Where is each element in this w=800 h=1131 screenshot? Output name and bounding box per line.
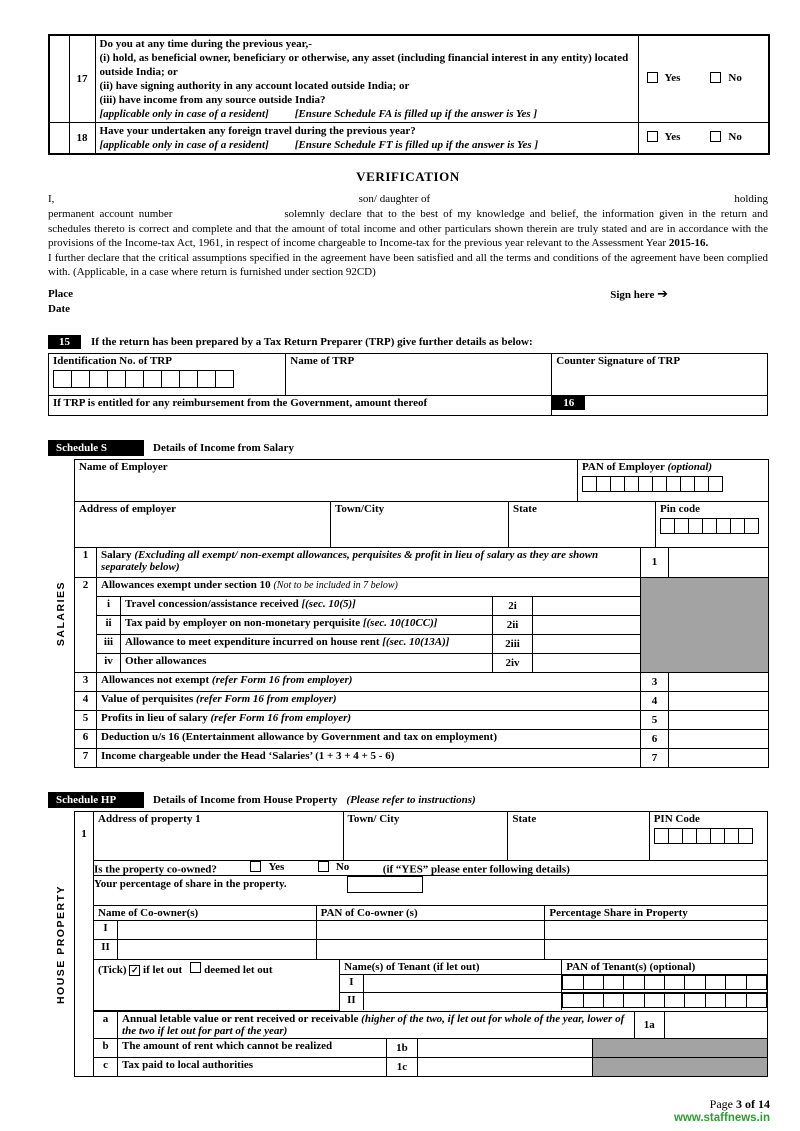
allowance-label-cell — [121, 634, 493, 653]
q17-line-1: Do you at any time during the previous year,- — [99, 38, 312, 50]
sub-row-number: i — [97, 596, 121, 615]
verification-footer — [48, 287, 768, 317]
co-owner-rows — [94, 906, 768, 960]
co-owner-row-marker: II — [94, 940, 118, 959]
co-owner-pan-cell[interactable] — [316, 940, 545, 959]
allowance-value-cell[interactable] — [533, 634, 641, 653]
share-label: Your percentage of share in the property. — [94, 878, 287, 891]
salary-rows-table — [74, 547, 769, 768]
tenant-name-cell[interactable] — [363, 974, 562, 992]
allowance-label: Other allowances — [125, 654, 207, 667]
property-state-label: State — [512, 812, 537, 825]
field-code: 1 — [641, 547, 669, 577]
let-out-checkbox[interactable]: ✓ — [131, 964, 139, 975]
property-address-cell[interactable] — [94, 812, 343, 860]
employer-state-cell[interactable] — [509, 501, 656, 547]
co-owned-no-label: No — [335, 860, 350, 873]
row-marker: c — [94, 1057, 118, 1076]
salary-row-7 — [75, 748, 769, 767]
co-owned-row — [94, 860, 768, 876]
foreign-asset-questions-table — [48, 34, 770, 155]
property-pincode-label: PIN Code — [653, 812, 700, 825]
co-owned-no-checkbox[interactable] — [318, 861, 329, 872]
q17-no-label: No — [728, 71, 742, 84]
i-label: I, — [48, 193, 55, 205]
tick-label: (Tick) — [98, 963, 127, 976]
row-value-cell[interactable] — [669, 672, 769, 691]
page-footer — [674, 1097, 770, 1125]
pan-blank-field[interactable] — [172, 216, 284, 217]
co-owner-name-header: Name of Co-owner(s) — [94, 906, 316, 921]
row-value-cell[interactable] — [669, 691, 769, 710]
q17-line-3: (ii) have signing authority in any account located outside India; or — [99, 80, 410, 92]
allowances-exempt-note: (Not to be included in 7 below) — [273, 579, 398, 591]
salary-row-2 — [75, 577, 769, 596]
verification-title: VERIFICATION — [356, 169, 460, 184]
holding-label: holding — [734, 193, 768, 205]
employer-address-table — [74, 501, 769, 548]
property-town-label: Town/ City — [347, 812, 400, 825]
allowance-label: Allowance to meet expenditure incurred on house rent — [125, 635, 380, 648]
q18-answer-cell — [638, 123, 769, 155]
row-label-cell — [97, 710, 641, 729]
trp-id-boxes[interactable] — [53, 370, 281, 388]
allowance-value-cell[interactable] — [533, 615, 641, 634]
row-note: (refer Form 16 from employer) — [211, 673, 353, 686]
employer-pan-optional: (optional) — [667, 460, 713, 473]
rent-value-rows — [94, 1011, 768, 1077]
tenant-name-header: Name(s) of Tenant (if let out) — [340, 960, 562, 975]
employer-name-table — [74, 459, 769, 502]
row-marker: b — [94, 1038, 118, 1057]
schedule-s-badge: Schedule S — [48, 440, 144, 456]
house-property-side-label: HOUSE PROPERTY — [55, 884, 67, 1004]
property-address-table — [94, 812, 767, 860]
co-owner-table — [94, 906, 767, 959]
property-address-label: Address of property 1 — [98, 812, 201, 825]
row-label-cell — [97, 748, 641, 767]
salary-row-3 — [75, 672, 769, 691]
co-owned-question: Is the property co-owned? — [94, 863, 217, 876]
field-code: 1c — [387, 1057, 417, 1076]
field-code: 2i — [493, 596, 533, 615]
property-town-cell[interactable] — [343, 812, 508, 860]
share-input-box[interactable] — [347, 876, 423, 893]
schedule-hp-title: Details of Income from House Property — [153, 793, 338, 806]
salary-note: (Excluding all exempt/ non-exempt allowances, perquisites & profit in lieu of salary as they are shown separately below) — [101, 548, 599, 573]
date-label: Date — [48, 302, 70, 315]
allowances-exempt-cell — [97, 577, 641, 596]
tenant-pan-cell — [562, 992, 767, 1010]
allowance-value-cell[interactable] — [533, 596, 641, 615]
co-owned-yes-label: Yes — [268, 860, 285, 873]
salary-label: Salary — [101, 548, 132, 561]
trp-id-cell — [49, 353, 286, 395]
unrealized-rent-label-cell — [118, 1038, 387, 1057]
tenant-rows — [94, 959, 768, 1011]
co-owned-yes-checkbox[interactable] — [250, 861, 261, 872]
row-number: 7 — [75, 748, 97, 767]
field-code: 7 — [641, 748, 669, 767]
row-label: Deduction u/s 16 (Entertainment allowance by Government and tax on employment) — [101, 730, 497, 743]
allowance-label-cell — [121, 653, 493, 672]
allowances-exempt-label: Allowances exempt under section 10 — [101, 578, 271, 591]
sign-arrow-icon: ➔ — [657, 286, 668, 302]
pan-label: permanent account number — [48, 208, 173, 220]
schedule-hp-badge: Schedule HP — [48, 792, 144, 808]
q17-no-checkbox[interactable] — [710, 72, 721, 83]
q18-line-1: Have your undertaken any foreign travel during the previous year? — [99, 125, 416, 137]
trp-reimbursement-label: If TRP is entitled for any reimbursement from the Government, amount thereof — [49, 395, 552, 415]
row-marker: a — [94, 1012, 118, 1039]
shaded-cell — [592, 1038, 767, 1057]
deemed-let-out-label: deemed let out — [204, 963, 273, 976]
q17-yes-checkbox[interactable] — [647, 72, 658, 83]
row-value-cell[interactable] — [669, 748, 769, 767]
q18-number: 18 — [69, 123, 95, 155]
row-label: Allowances not exempt — [101, 673, 210, 686]
q17-schedule-fa-note: [Ensure Schedule FA is filled up if the answer is Yes ] — [294, 108, 538, 120]
employer-address-label: Address of employer — [79, 502, 176, 515]
declaration-paragraph — [48, 207, 768, 251]
allowance-label: Tax paid by employer on non-monetary perquisite — [125, 616, 361, 629]
q17-number: 17 — [69, 35, 95, 123]
share-row — [94, 876, 768, 906]
property-pincode-boxes[interactable] — [654, 828, 763, 844]
field-code: 2iv — [493, 653, 533, 672]
co-owner-pan-cell[interactable] — [316, 921, 545, 940]
co-owner-name-cell[interactable] — [118, 940, 317, 959]
co-owned-note: (if “YES” please enter following details) — [382, 863, 570, 876]
co-owner-name-cell[interactable] — [118, 921, 317, 940]
co-owner-share-header: Percentage Share in Property — [545, 906, 767, 921]
q17-yes-label: Yes — [664, 71, 681, 84]
q17-line-2: (i) hold, as beneficial owner, beneficiary or otherwise, any asset (including financial interest in any entity) located outside India; or — [99, 52, 629, 78]
site-link[interactable]: www.staffnews.in — [673, 1112, 770, 1124]
trp-heading: If the return has been prepared by a Tax Return Preparer (TRP) give further details as below: — [91, 335, 533, 348]
salaries-side-label: SALARIES — [55, 580, 67, 647]
unrealized-rent-label: The amount of rent which cannot be realized — [122, 1039, 333, 1052]
employer-name-label: Name of Employer — [79, 460, 168, 473]
row-label: Value of perquisites — [101, 692, 194, 705]
tenant-pan-boxes[interactable] — [562, 993, 767, 1008]
question-row-17 — [49, 35, 769, 123]
salary-label-cell — [97, 547, 641, 577]
hp-row-c — [94, 1057, 767, 1076]
tenant-table — [94, 960, 767, 1011]
section-15-badge: 15 — [48, 335, 81, 349]
field-code: 3 — [641, 672, 669, 691]
allowance-section-note: [(sec. 10(5)] — [301, 597, 356, 610]
row-number: 2 — [75, 577, 97, 672]
tenant-pan-boxes[interactable] — [562, 975, 767, 990]
question-row-18 — [49, 123, 769, 155]
local-tax-label: Tax paid to local authorities — [122, 1058, 254, 1071]
employer-state-label: State — [513, 502, 537, 515]
hp-row-a — [94, 1012, 767, 1039]
property-state-cell[interactable] — [508, 812, 649, 860]
allowance-label-cell — [121, 615, 493, 634]
field-code: 1a — [634, 1012, 664, 1039]
row-value-cell[interactable] — [669, 710, 769, 729]
spacer-cell — [49, 123, 69, 155]
sign-here-area — [610, 287, 668, 317]
sub-row-number: iii — [97, 634, 121, 653]
q17-line-4: (iii) have income from any source outside India? — [99, 94, 326, 106]
allowance-value-cell[interactable] — [533, 653, 641, 672]
row-label: Profits in lieu of salary — [101, 711, 208, 724]
trp-name-cell[interactable]: Name of TRP — [286, 353, 552, 395]
field-code: 6 — [641, 729, 669, 748]
salary-row-5 — [75, 710, 769, 729]
row-label-cell — [97, 672, 641, 691]
q18-schedule-ft-note: [Ensure Schedule FT is filled up if the answer is Yes ] — [294, 139, 539, 151]
local-tax-value-cell[interactable] — [417, 1057, 592, 1076]
son-daughter-label: son/ daughter of — [358, 193, 431, 205]
co-owner-pan-header: PAN of Co-owner (s) — [316, 906, 545, 921]
q17-answer-cell — [638, 35, 769, 123]
q18-yes-checkbox[interactable] — [647, 131, 658, 142]
employer-town-cell[interactable] — [331, 501, 509, 547]
q17-text-cell — [95, 35, 638, 123]
q18-no-checkbox[interactable] — [710, 131, 721, 142]
local-tax-label-cell — [118, 1057, 387, 1076]
sub-row-number: ii — [97, 615, 121, 634]
row-value-cell[interactable] — [669, 729, 769, 748]
annual-value-note: (higher of the two, if let out for whole of the year, lower of the two if let out for part of the year) — [122, 1012, 625, 1037]
employer-pincode-cell — [656, 501, 769, 547]
tenant-pan-cell — [562, 974, 767, 992]
trp-id-label: Identification No. of TRP — [53, 354, 172, 367]
property-address-row — [94, 811, 768, 860]
row-label-cell — [97, 691, 641, 710]
tenant-row-marker: I — [340, 974, 364, 992]
tenant-name-cell[interactable] — [363, 992, 562, 1010]
employer-town-label: Town/City — [335, 502, 385, 515]
allowance-label: Travel concession/assistance received — [125, 597, 299, 610]
row-number: 4 — [75, 691, 97, 710]
property-number: 1 — [75, 811, 94, 1077]
row-label: Income chargeable under the Head ‘Salaries’ (1 + 3 + 4 + 5 - 6) — [101, 749, 395, 762]
verification-section — [48, 169, 768, 317]
assessment-year: 2015-16. — [668, 237, 709, 250]
place-label: Place — [48, 287, 74, 300]
salary-row-4 — [75, 691, 769, 710]
employer-pan-boxes[interactable] — [582, 476, 764, 492]
schedule-s-title: Details of Income from Salary — [153, 441, 294, 454]
row-label-cell — [97, 729, 641, 748]
employer-address-cell[interactable] — [75, 501, 331, 547]
salary-value-cell[interactable] — [669, 547, 769, 577]
employer-name-cell[interactable] — [75, 459, 578, 501]
employer-pincode-boxes[interactable] — [660, 518, 764, 534]
declarant-line — [48, 192, 768, 207]
field-16-badge: 16 — [552, 396, 585, 410]
row-number: 6 — [75, 729, 97, 748]
page-number: 3 of 14 — [736, 1097, 770, 1111]
co-owner-share-cell[interactable] — [545, 921, 767, 940]
salary-row-6 — [75, 729, 769, 748]
shaded-cell — [641, 577, 769, 672]
field-code: 2iii — [493, 634, 533, 653]
spacer-cell — [49, 35, 69, 123]
salary-row-1 — [75, 547, 769, 577]
row-note: (refer Form 16 from employer) — [196, 692, 337, 705]
allowance-label-cell — [121, 596, 493, 615]
let-out-label: if let out — [143, 963, 183, 976]
q18-no-label: No — [728, 130, 742, 143]
shaded-cell — [592, 1057, 767, 1076]
row-number: 3 — [75, 672, 97, 691]
rent-value-table — [94, 1012, 767, 1077]
row-number: 1 — [75, 547, 97, 577]
trp-signature-cell[interactable]: Counter Signature of TRP — [552, 353, 768, 395]
co-owner-share-cell[interactable] — [545, 940, 767, 959]
field-code: 2ii — [493, 615, 533, 634]
employer-pan-label: PAN of Employer — [582, 460, 668, 473]
row-note: (refer Form 16 from employer) — [210, 711, 352, 724]
q18-yes-label: Yes — [664, 130, 681, 143]
field-code: 1b — [387, 1038, 417, 1057]
schedule-s — [48, 440, 768, 768]
field-code: 5 — [641, 710, 669, 729]
sub-row-number: iv — [97, 653, 121, 672]
q18-text-cell — [95, 123, 638, 155]
section-92cd-paragraph: I further declare that the critical assumptions specified in the agreement have been satisfied and all the terms and conditions of the agreement have been complied with. (Applicable, in a case where return is furnished under section 92CD) — [48, 251, 768, 279]
trp-table — [48, 353, 768, 416]
declaration-text: solemnly declare that to the best of my knowledge and belief, the information given in the return and schedules thereto is correct and complete and that the amount of total income and other particulars shown therein are truly stated and are in accordance with the provisions of the Income-tax Act, 1961, in respect of income chargeable to Income-tax for the previous year relevant to the Assessment Year — [48, 208, 768, 250]
deemed-let-out-checkbox[interactable] — [190, 962, 201, 973]
q17-resident-note: [applicable only in case of a resident] — [99, 108, 269, 120]
row-number: 5 — [75, 710, 97, 729]
unrealized-rent-value-cell[interactable] — [417, 1038, 592, 1057]
allowance-section-note: [(sec. 10(10CC)] — [362, 616, 438, 629]
q18-resident-note: [applicable only in case of a resident] — [99, 139, 269, 151]
sign-here-label: Sign here — [610, 288, 655, 301]
property-pincode-cell — [649, 812, 767, 860]
tenant-pan-header: PAN of Tenant(s) (optional) — [562, 960, 767, 975]
let-out-tick-cell — [94, 960, 340, 1011]
co-owner-row-marker: I — [94, 921, 118, 940]
schedule-hp — [48, 792, 768, 1078]
page-number-prefix: Page — [709, 1097, 733, 1111]
annual-value-cell[interactable] — [664, 1012, 767, 1039]
schedule-hp-title-note: (Please refer to instructions) — [346, 793, 476, 806]
employer-pincode-label: Pin code — [660, 502, 701, 515]
employer-pan-cell — [578, 459, 769, 501]
allowance-section-note: [(sec. 10(13A)] — [382, 635, 450, 648]
trp-reimbursement-amount-cell[interactable] — [552, 395, 768, 415]
annual-value-label-cell — [118, 1012, 635, 1039]
hp-row-b — [94, 1038, 767, 1057]
tenant-row-marker: II — [340, 992, 364, 1010]
field-code: 4 — [641, 691, 669, 710]
trp-section — [48, 335, 768, 416]
annual-value-label: Annual letable value or rent received or receivable — [122, 1012, 359, 1025]
house-property-table — [74, 811, 768, 1078]
